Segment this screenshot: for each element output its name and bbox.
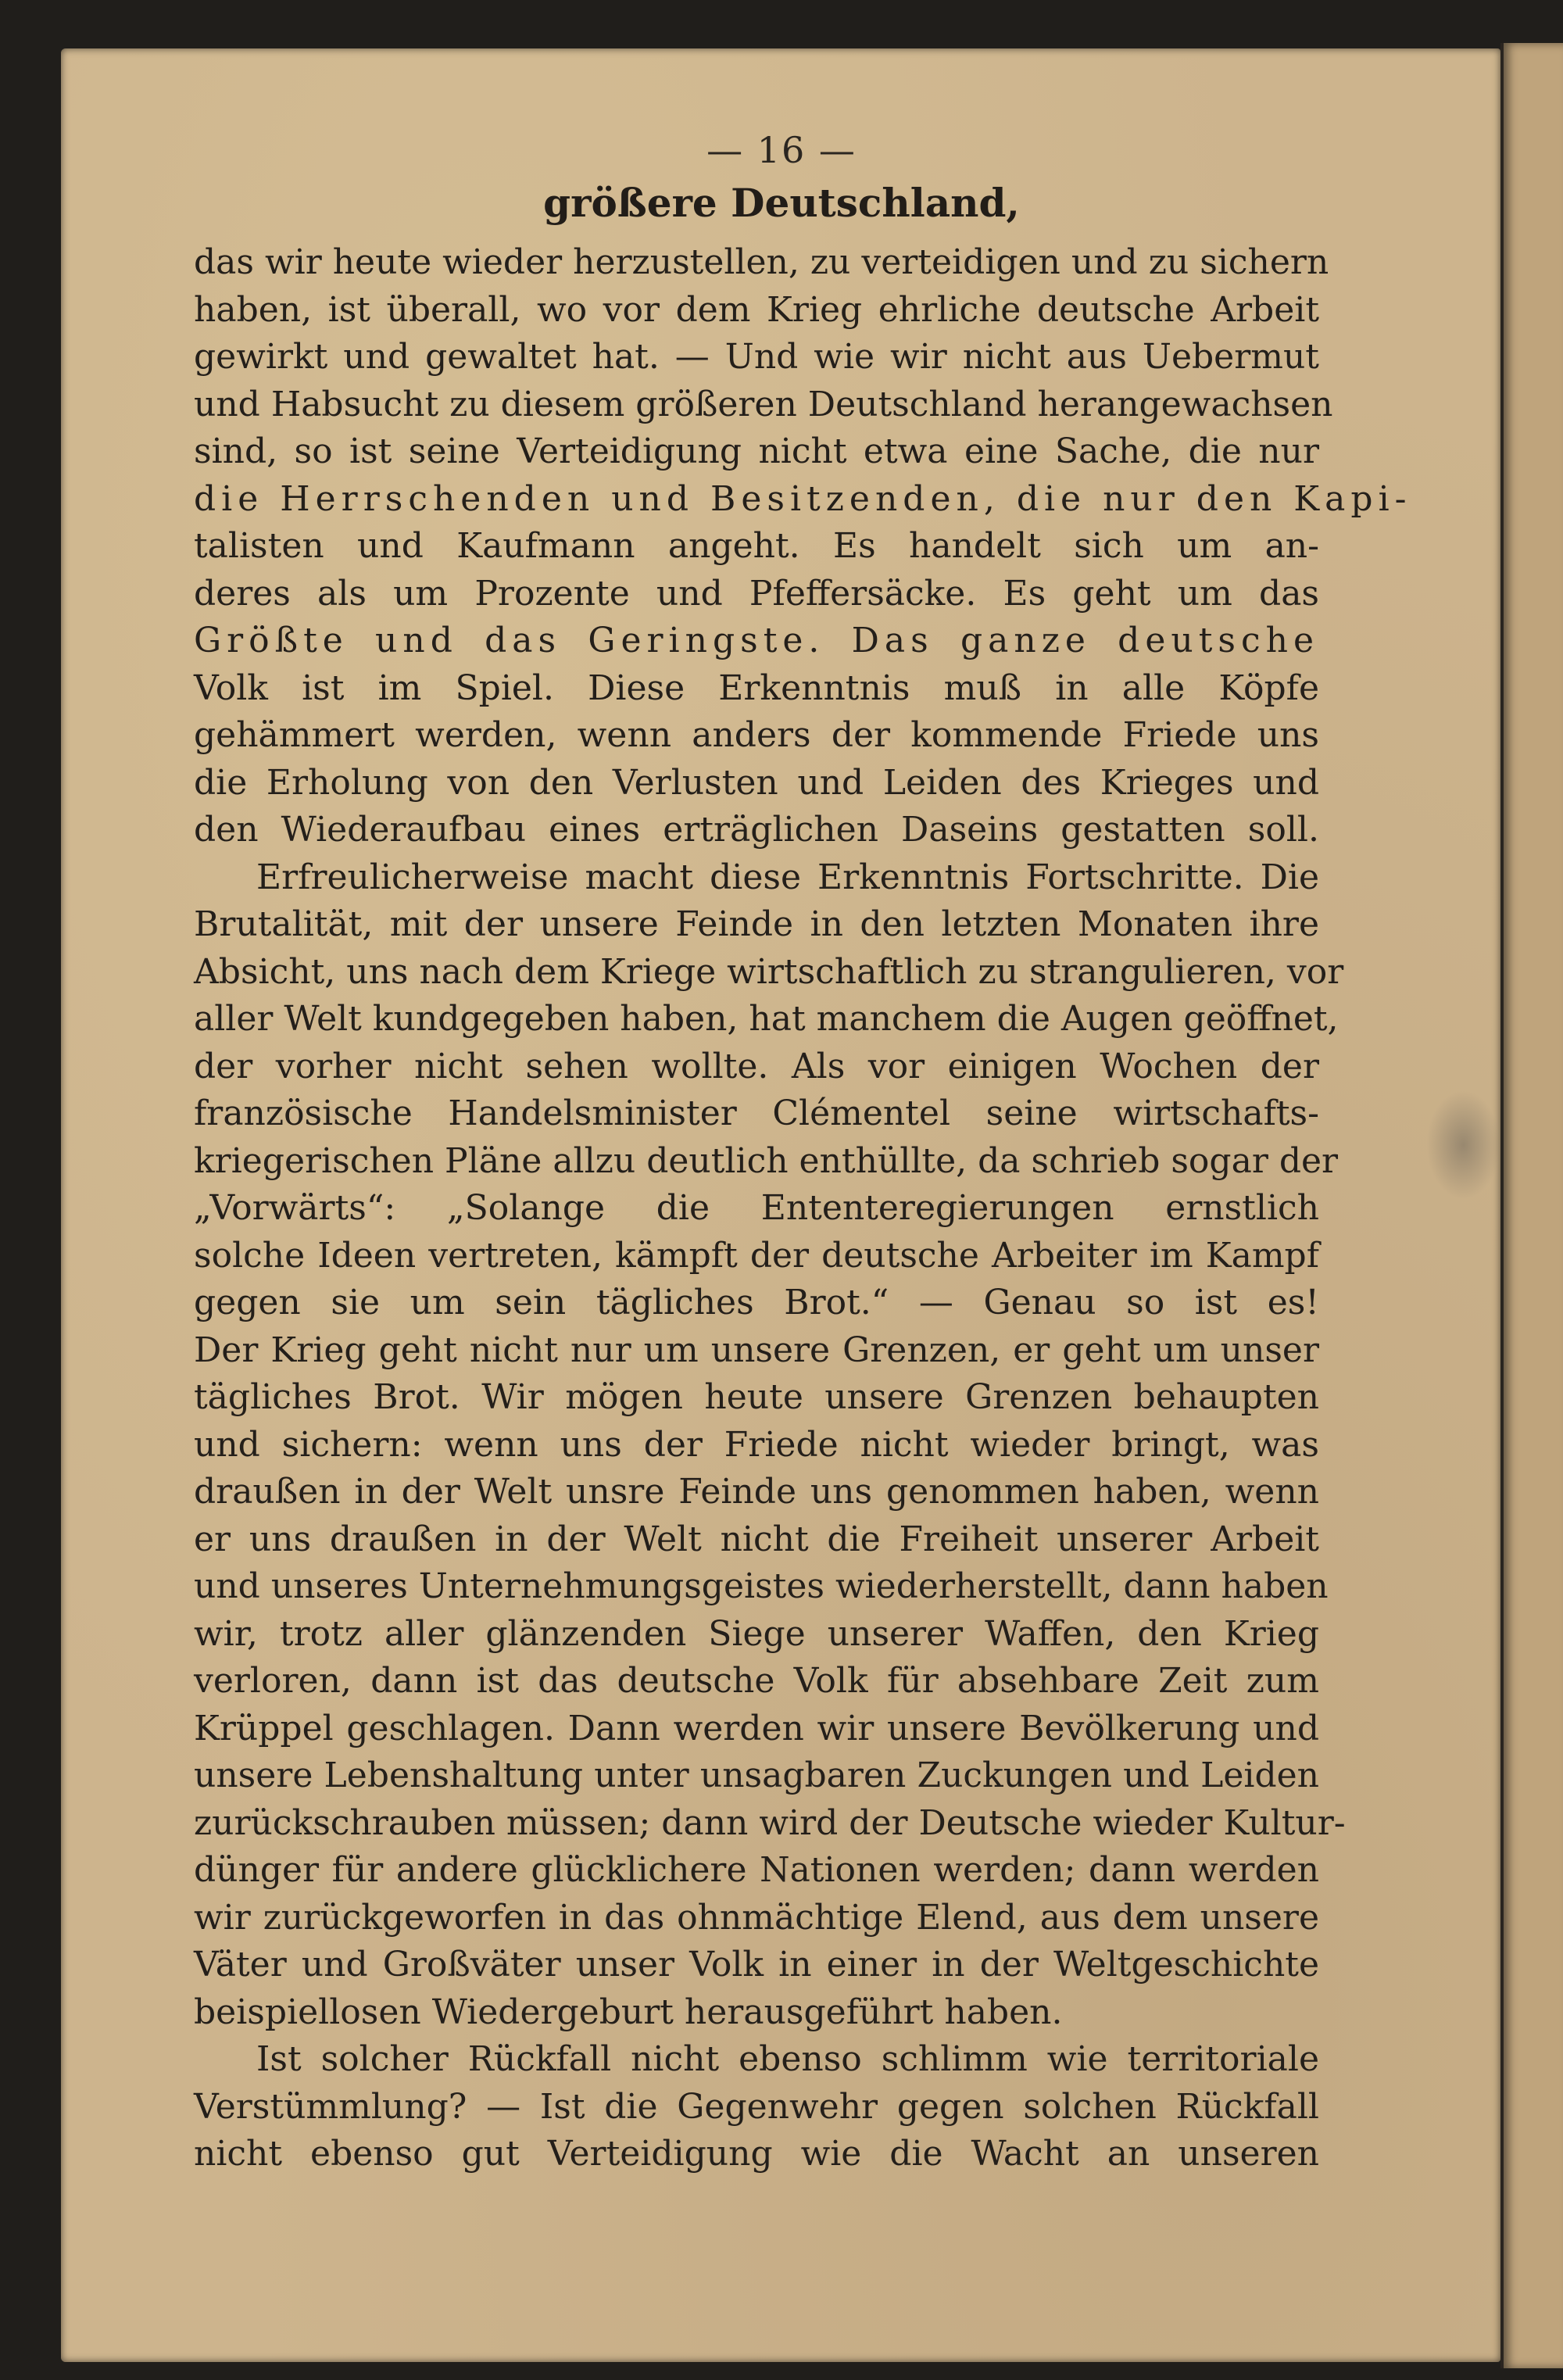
text-line: gewirkt und gewaltet hat. — Und wie wir nicht aus Uebermut: [194, 337, 1319, 377]
text-line: Krüppel geschlagen. Dann werden wir unsere Bevölkerung und: [194, 1708, 1319, 1748]
text-line: tägliches Brot. Wir mögen heute unsere Grenzen behaupten: [194, 1377, 1319, 1417]
text-line: sind, so ist seine Verteidigung nicht etwa eine Sache, die nur: [194, 431, 1319, 471]
text-line: gehämmert werden, wenn anders der kommende Friede uns: [194, 715, 1319, 755]
text-line: wir, trotz aller glänzenden Siege unserer Waffen, den Krieg: [194, 1613, 1319, 1654]
text-line: beispiellosen Wiedergeburt herausgeführt haben.: [194, 1992, 1063, 2032]
text-line: Väter und Großväter unser Volk in einer in der Weltgeschichte: [194, 1945, 1319, 1985]
text-line: wir zurückgeworfen in das ohnmächtige Elend, aus dem unsere: [194, 1897, 1319, 1938]
text-line: und sichern: wenn uns der Friede nicht wieder bringt, was: [194, 1424, 1319, 1465]
continued-heading: größere Deutschland,: [543, 180, 1020, 226]
text-line: der vorher nicht sehen wollte. Als vor einigen Wochen der: [194, 1046, 1319, 1086]
text-line: das wir heute wieder herzustellen, zu verteidigen und zu sichern: [194, 242, 1329, 282]
body-text: [194, 239, 1412, 2178]
text-line: aller Welt kundgegeben haben, hat manchem die Augen geöffnet,: [194, 999, 1339, 1039]
text-line: und Habsucht zu diesem größeren Deutschland herangewachsen: [194, 384, 1333, 424]
text-line: er uns draußen in der Welt nicht die Freiheit unserer Arbeit: [194, 1519, 1319, 1559]
text-line: zurückschrauben müssen; dann wird der Deutsche wieder Kultur-: [194, 1802, 1346, 1843]
text-line: nicht ebenso gut Verteidigung wie die Wacht an unseren: [194, 2134, 1319, 2174]
page-number: — 16 —: [706, 129, 857, 171]
text-line: Der Krieg geht nicht nur um unsere Grenzen, er geht um unser: [194, 1330, 1319, 1370]
text-line: Ist solcher Rückfall nicht ebenso schlimm wie territoriale: [256, 2039, 1319, 2079]
text-line: Brutalität, mit der unsere Feinde in den letzten Monaten ihre: [194, 904, 1319, 944]
text-line: den Wiederaufbau eines erträglichen Daseins gestatten soll.: [194, 810, 1319, 850]
text-line: gegen sie um sein tägliches Brot.“ — Genau so ist es!: [194, 1283, 1319, 1322]
text-line: „Vorwärts“: „Solange die Ententeregierungen ernstlich: [194, 1188, 1319, 1228]
text-line: talisten und Kaufmann angeht. Es handelt sich um an-: [194, 526, 1319, 566]
text-line: solche Ideen vertreten, kämpft der deutsche Arbeiter im Kampf: [194, 1235, 1319, 1276]
text-line: Volk ist im Spiel. Diese Erkenntnis muß in alle Köpfe: [194, 667, 1319, 708]
text-line: französische Handelsminister Clémentel seine wirtschafts-: [194, 1093, 1319, 1133]
text-line: und unseres Unternehmungsgeistes wiederherstellt, dann haben: [194, 1566, 1329, 1606]
text-line: die Herrschenden und Besitzenden, die nur den Kapi-: [194, 478, 1412, 519]
text-line: Verstümmlung? — Ist die Gegenwehr gegen solchen Rückfall: [194, 2086, 1319, 2127]
text-line: die Erholung von den Verlusten und Leiden des Krieges und: [194, 762, 1319, 803]
text-line: Erfreulicherweise macht diese Erkenntnis Fortschritte. Die: [256, 857, 1319, 897]
stain: [1426, 1090, 1500, 1200]
text-line: haben, ist überall, wo vor dem Krieg ehrliche deutsche Arbeit: [194, 289, 1319, 330]
next-page-edge: [1500, 43, 1563, 2368]
text-line: unsere Lebenshaltung unter unsagbaren Zuckungen und Leiden: [194, 1755, 1319, 1795]
text-line: verloren, dann ist das deutsche Volk für absehbare Zeit zum: [194, 1661, 1319, 1701]
text-line: Absicht, uns nach dem Kriege wirtschaftlich zu strangulieren, vor: [194, 951, 1344, 992]
text-line: draußen in der Welt unsre Feinde uns genommen haben, wenn: [194, 1472, 1319, 1512]
text-line: dünger für andere glücklichere Nationen werden; dann werden: [194, 1850, 1319, 1890]
text-line: deres als um Prozente und Pfeffersäcke. Es geht um das: [194, 573, 1319, 614]
text-line: kriegerischen Pläne allzu deutlich enthüllte, da schrieb sogar der: [194, 1140, 1339, 1181]
text-line: Größte und das Geringste. Das ganze deutsche: [194, 621, 1319, 660]
